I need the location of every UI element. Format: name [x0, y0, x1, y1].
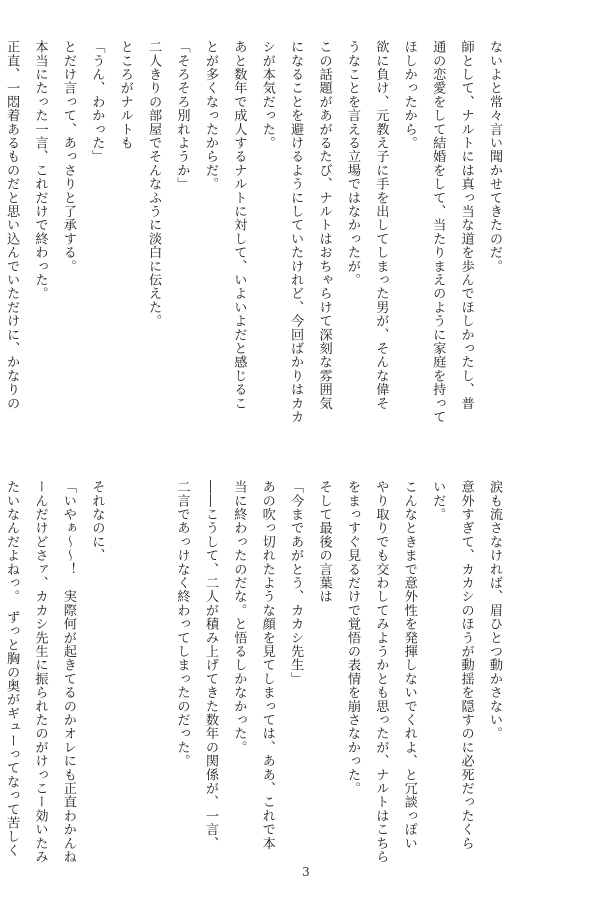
text-line: それなのに、	[89, 480, 105, 563]
text-line: ――こうして、二人が積み上げてきた数年の関係が、一言、	[202, 480, 218, 850]
text-line: 欲に負け、元教え子に手を出してしまった男が、そんな偉そ	[373, 40, 389, 410]
text-line: 「うん、わかった」	[89, 40, 105, 164]
text-line: たいなんだよねっ。 ずっと胸の奥がギューってなって苦しく	[4, 480, 20, 857]
text-line: こんなときまで意外性を発揮しないでくれよ、と冗談っぽい	[401, 480, 417, 850]
text-line: そして最後の言葉は	[316, 480, 332, 604]
text-line: 通の恋愛をして結婚をして、当たりまえのように家庭を持って	[430, 40, 446, 424]
text-line: 涙も流さなければ、眉ひとつ動かさない。	[487, 480, 502, 741]
text-line: 本当にたった一言、これだけで終わった。	[32, 40, 48, 301]
text-line: 「今まであがとう、カカシ先生」	[288, 480, 304, 686]
text-line: ところがナルトも	[117, 40, 133, 150]
text-line: 「いやぁ～～！ 実際何が起きてるのかオレにも正直わかんね	[60, 480, 76, 864]
page-number: 3	[302, 865, 310, 879]
text-line: この話題があがるたび、ナルトはおちゃらけて深刻な雰囲気	[316, 40, 332, 410]
text-line: やり取りでも交わしてみようかとも思ったが、ナルトはこちら	[373, 480, 389, 864]
text-line: ーんだけどさァ、カカシ先生に振られたのがけっこー効いたみ	[32, 480, 48, 864]
text-line: あと数年で成人するナルトに対して、いよいよだと感じるこ	[231, 40, 247, 410]
blank-line	[110, 480, 138, 840]
text-line: 二人きりの部屋でそんなふうに淡白に伝えた。	[146, 40, 162, 328]
text-line: シが本気だった。	[259, 40, 275, 150]
text-line: ないよと常々言い聞かせてきたのだ。	[487, 40, 502, 273]
blank-line	[139, 480, 167, 840]
text-line: とが多くなったからだ。	[202, 40, 218, 191]
text-line: 「そろそろ別れようか」	[174, 40, 190, 191]
text-line: あの吹っ切れたような顔を見てしまっては、ああ、これで本	[259, 480, 275, 850]
text-line: いだ。	[430, 480, 446, 522]
text-line: 意外すぎて、カカシのほうが動揺を隠すのに必死だったくら	[458, 480, 474, 850]
lower-text-block	[4, 480, 508, 864]
text-line: 正直、一悶着あるものだと思い込んでいただけに、かなりの	[4, 40, 20, 410]
text-line: になることを避けるようにしていたけれど、今回ばかりはカカ	[288, 40, 304, 424]
upper-text-block	[4, 40, 508, 440]
text-line: 師として、ナルトには真っ当な道を歩んでほしかったし、普	[458, 40, 474, 410]
text-line: ほしかったから。	[401, 40, 417, 150]
text-line: とだけ言って、あっさりと了承する。	[60, 40, 76, 273]
text-line: をまっすぐ見るだけで覚悟の表情を崩さなかった。	[344, 480, 360, 796]
text-line: 当に終わったのだな。と悟るしかなかった。	[231, 480, 247, 754]
text-line: 二言であっけなく終わってしまったのだった。	[174, 480, 190, 768]
text-line: うなことを言える立場ではなかったが。	[344, 40, 360, 287]
